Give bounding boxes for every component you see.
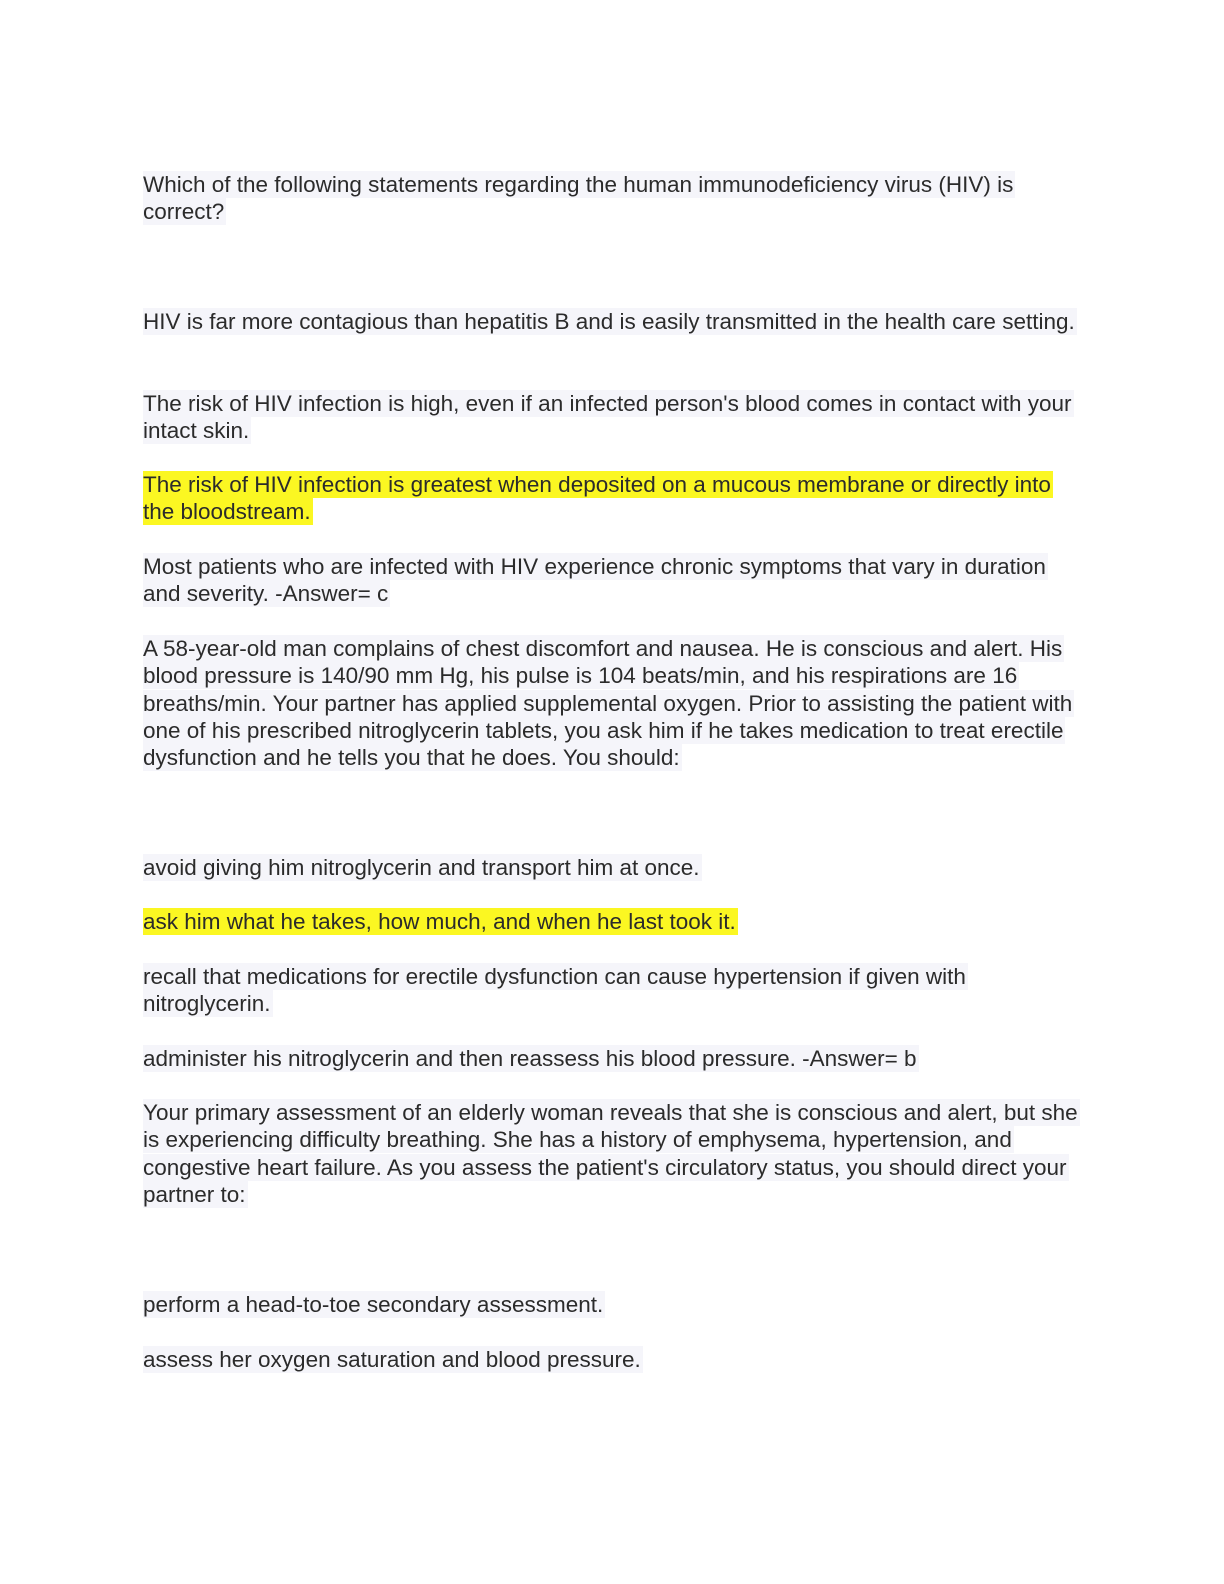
question-3-stem xyxy=(143,1099,1083,1208)
paragraph-text: HIV is far more contagious than hepatitis B and is easily transmitted in the health care setting. xyxy=(143,309,1075,334)
question-2-stem xyxy=(143,635,1083,771)
paragraph-text: Which of the following statements regarding the human immunodeficiency virus (HIV) is correct? xyxy=(143,172,1014,225)
question-2-option-c xyxy=(143,963,1083,1018)
paragraph-text: recall that medications for erectile dysfunction can cause hypertension if given with nitroglycerin. xyxy=(143,964,966,1017)
paragraph-text: A 58-year-old man complains of chest discomfort and nausea. He is conscious and alert. His blood pressure is 140/90 mm Hg, his pulse is 104 beats/min, and his respirations are 16 breaths/min. Your partner has applied supplemental oxygen. Prior to assisting the patient with one of his prescribed nitroglycerin tablets, you ask him if he takes medication to treat erectile dysfunction and he tells you that he does. You should: xyxy=(143,636,1073,771)
paragraph-text: assess her oxygen saturation and blood pressure. xyxy=(143,1347,641,1372)
question-1-option-b xyxy=(143,390,1083,445)
paragraph-text: The risk of HIV infection is high, even if an infected person's blood comes in contact with your intact skin. xyxy=(143,391,1072,444)
paragraph-text: The risk of HIV infection is greatest when deposited on a mucous membrane or directly into the bloodstream. xyxy=(143,472,1051,525)
question-3-option-b xyxy=(143,1346,1083,1373)
question-3-option-a xyxy=(143,1291,1083,1318)
question-1-option-d xyxy=(143,553,1083,608)
question-2-option-d xyxy=(143,1045,1083,1072)
paragraph-text: Most patients who are infected with HIV experience chronic symptoms that vary in duration and severity. -Answer= c xyxy=(143,554,1046,607)
question-2-option-a xyxy=(143,854,1083,881)
paragraph-text: avoid giving him nitroglycerin and transport him at once. xyxy=(143,855,700,880)
question-1-option-a xyxy=(143,308,1083,335)
paragraph-text: Your primary assessment of an elderly woman reveals that she is conscious and alert, but she is experiencing difficulty breathing. She has a history of emphysema, hypertension, and congestive heart failure. As you assess the patient's circulatory status, you should direct your partner to: xyxy=(143,1100,1078,1207)
paragraph-text: ask him what he takes, how much, and when he last took it. xyxy=(143,909,736,934)
question-2-option-b-highlighted-answer xyxy=(143,908,1083,935)
question-1-option-c-highlighted-answer xyxy=(143,471,1083,526)
paragraph-text: administer his nitroglycerin and then reassess his blood pressure. -Answer= b xyxy=(143,1046,917,1071)
paragraph-text: perform a head-to-toe secondary assessment. xyxy=(143,1292,604,1317)
question-1-stem xyxy=(143,171,1083,226)
